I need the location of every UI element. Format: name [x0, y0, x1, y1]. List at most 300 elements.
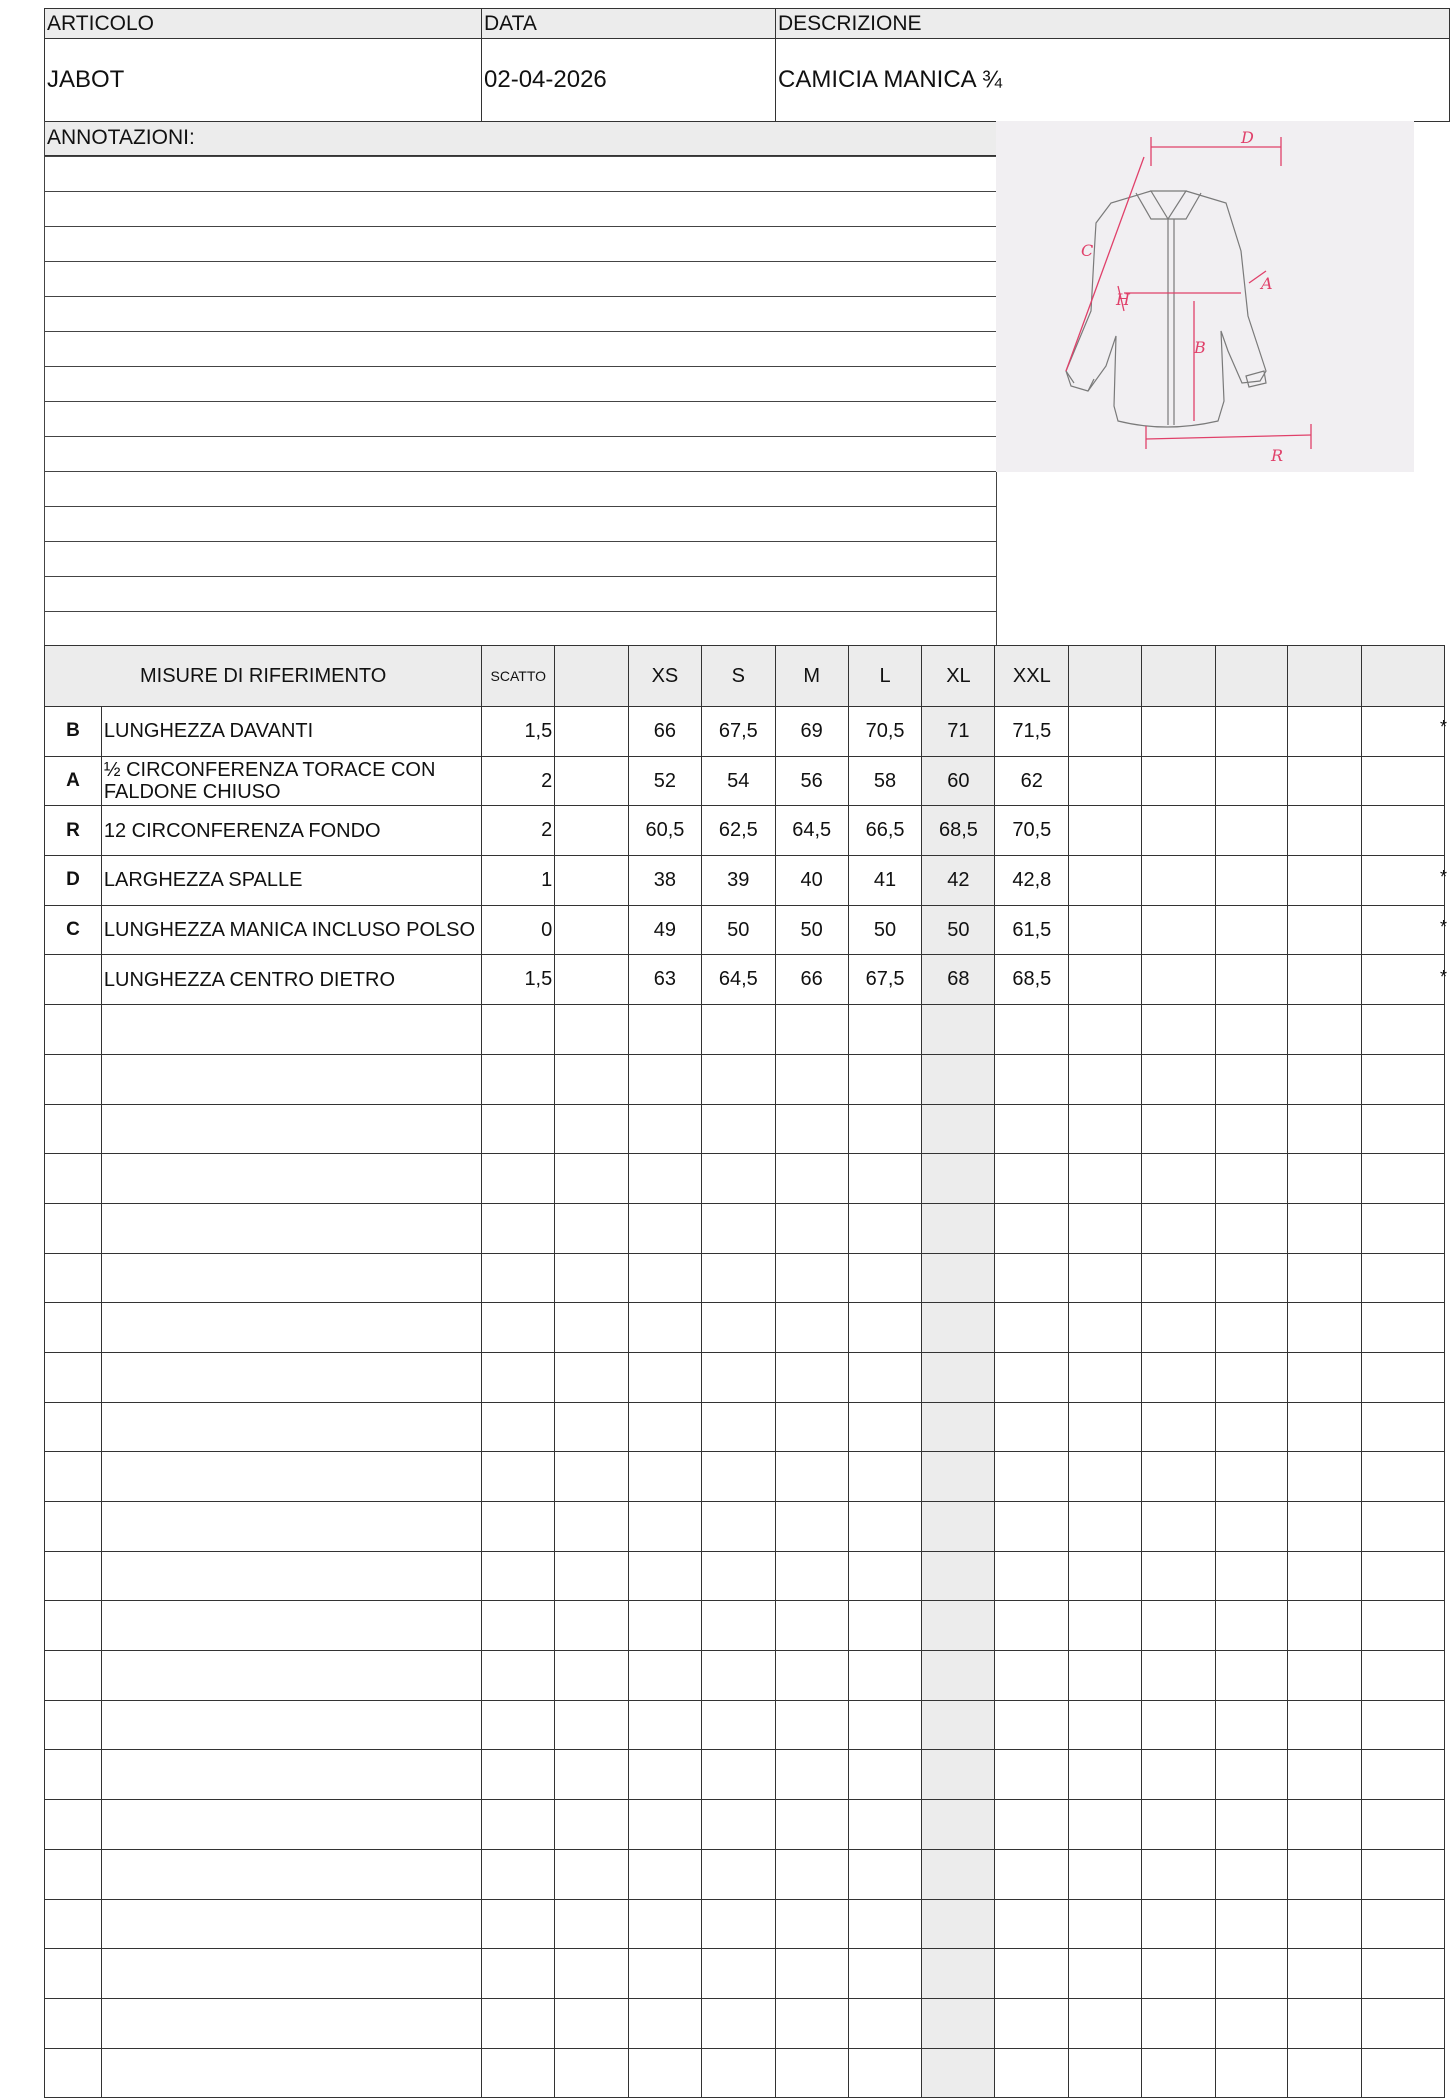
table-row — [45, 905, 1445, 955]
empty-cell — [922, 1154, 995, 1204]
empty-cell — [1141, 1800, 1215, 1850]
empty-cell — [1362, 1651, 1445, 1701]
note-rule — [44, 366, 997, 367]
row-empty-cell — [1141, 955, 1215, 1005]
row-empty-cell — [1141, 856, 1215, 906]
edge-mark: * — [1440, 917, 1448, 937]
table-row — [45, 707, 1445, 757]
row-description: ½ CIRCONFERENZA TORACE CON FALDONE CHIUSO — [101, 756, 481, 806]
empty-cell — [848, 1303, 922, 1353]
empty-cell — [995, 1005, 1069, 1055]
empty-cell — [482, 1949, 555, 1999]
row-size-value: 62,5 — [701, 806, 775, 856]
empty-cell — [101, 1849, 481, 1899]
empty-cell — [1141, 1352, 1215, 1402]
empty-cell — [555, 1700, 629, 1750]
empty-cell — [482, 1899, 555, 1949]
empty-cell — [995, 1502, 1069, 1552]
empty-cell — [1069, 1154, 1142, 1204]
row-empty-cell — [1288, 707, 1362, 757]
empty-cell — [1362, 1998, 1445, 2048]
row-scatto: 1,5 — [482, 955, 555, 1005]
row-code: C — [45, 905, 102, 955]
empty-cell — [1141, 1253, 1215, 1303]
empty-cell — [701, 1651, 775, 1701]
edge-mark: * — [1440, 867, 1448, 887]
empty-cell — [995, 1154, 1069, 1204]
empty-cell — [1141, 1949, 1215, 1999]
empty-cell — [628, 1402, 701, 1452]
row-empty-cell — [555, 707, 629, 757]
empty-cell — [995, 1700, 1069, 1750]
empty-cell — [1288, 1253, 1362, 1303]
row-size-value: 64,5 — [701, 955, 775, 1005]
row-size-value: 40 — [775, 856, 848, 906]
empty-cell — [628, 1154, 701, 1204]
empty-cell — [1069, 1849, 1142, 1899]
empty-cell — [482, 1849, 555, 1899]
empty-cell — [1288, 1849, 1362, 1899]
sketch-letter-h: H — [1116, 290, 1130, 309]
row-empty-cell — [1069, 905, 1142, 955]
empty-cell — [1288, 1949, 1362, 1999]
empty-cell — [995, 1601, 1069, 1651]
empty-cell — [1141, 1452, 1215, 1502]
empty-cell — [995, 1551, 1069, 1601]
empty-cell — [775, 1551, 848, 1601]
row-description: 12 CIRCONFERENZA FONDO — [101, 806, 481, 856]
empty-cell — [775, 1849, 848, 1899]
empty-cell — [848, 1601, 922, 1651]
empty-cell — [1288, 1203, 1362, 1253]
empty-cell — [922, 1849, 995, 1899]
empty-cell — [1362, 1203, 1445, 1253]
empty-cell — [775, 1700, 848, 1750]
empty-cell — [1215, 1899, 1288, 1949]
row-empty-cell — [1362, 856, 1448, 906]
empty-cell — [995, 1949, 1069, 1999]
empty-cell — [701, 1253, 775, 1303]
row-size-value: 71,5 — [995, 707, 1069, 757]
note-rule — [44, 471, 997, 472]
empty-cell — [101, 1651, 481, 1701]
empty-cell — [482, 1303, 555, 1353]
empty-cell — [848, 1750, 922, 1800]
row-empty-cell — [555, 905, 629, 955]
notes-label: ANNOTAZIONI: — [44, 121, 997, 156]
empty-cell — [1362, 1402, 1445, 1452]
empty-cell — [482, 1502, 555, 1552]
empty-cell — [995, 1352, 1069, 1402]
empty-cell — [45, 1800, 102, 1850]
notes-left-border — [44, 121, 45, 645]
row-size-value: 50 — [848, 905, 922, 955]
empty-cell — [482, 1253, 555, 1303]
empty-cell — [1362, 1253, 1445, 1303]
empty-cell — [1141, 1899, 1215, 1949]
empty-cell — [848, 1651, 922, 1701]
row-size-value: 63 — [628, 955, 701, 1005]
empty-cell — [848, 1402, 922, 1452]
empty-cell — [628, 1849, 701, 1899]
row-scatto: 1 — [482, 856, 555, 906]
empty-cell — [1215, 2048, 1288, 2098]
empty-cell — [922, 1402, 995, 1452]
empty-cell — [45, 1998, 102, 2048]
empty-cell — [1215, 1203, 1288, 1253]
empty-cell — [995, 1998, 1069, 2048]
row-empty-cell — [1362, 905, 1448, 955]
row-size-value: 70,5 — [848, 707, 922, 757]
empty-cell — [1069, 1303, 1142, 1353]
empty-cell — [701, 1054, 775, 1104]
note-rule — [44, 541, 997, 542]
empty-table-row — [45, 1700, 1445, 1750]
empty-cell — [922, 1750, 995, 1800]
empty-cell — [1362, 1303, 1445, 1353]
row-empty-cell — [1215, 707, 1288, 757]
row-size-value: 49 — [628, 905, 701, 955]
empty-cell — [555, 1154, 629, 1204]
empty-cell — [628, 1899, 701, 1949]
empty-cell — [1141, 1502, 1215, 1552]
empty-cell — [922, 1551, 995, 1601]
empty-cell — [1069, 1104, 1142, 1154]
empty-cell — [1288, 1303, 1362, 1353]
empty-cell — [1215, 1154, 1288, 1204]
empty-cell — [995, 1651, 1069, 1701]
empty-cell — [45, 1054, 102, 1104]
note-rule — [44, 611, 997, 612]
empty-cell — [1069, 1253, 1142, 1303]
row-size-value: 42 — [922, 856, 995, 906]
empty-cell — [701, 1005, 775, 1055]
row-empty-cell — [1215, 905, 1288, 955]
empty-cell — [995, 1800, 1069, 1850]
empty-cell — [1362, 1104, 1445, 1154]
row-size-value: 54 — [701, 756, 775, 806]
empty-cell — [1288, 1005, 1362, 1055]
empty-cell — [1069, 1949, 1142, 1999]
empty-cell — [701, 1203, 775, 1253]
empty-cell — [45, 2048, 102, 2098]
empty-cell — [1141, 1104, 1215, 1154]
empty-cell — [1141, 1849, 1215, 1899]
empty-cell — [45, 1203, 102, 1253]
empty-cell — [922, 1949, 995, 1999]
empty-cell — [848, 1551, 922, 1601]
row-size-value: 60 — [922, 756, 995, 806]
row-size-value: 60,5 — [628, 806, 701, 856]
note-rule — [44, 226, 997, 227]
empty-table-row — [45, 2048, 1445, 2098]
descrizione-value: CAMICIA MANICA ¾ — [775, 38, 1450, 122]
empty-cell — [1215, 1651, 1288, 1701]
empty-cell — [701, 1352, 775, 1402]
empty-cell — [628, 1253, 701, 1303]
empty-cell — [1288, 1750, 1362, 1800]
empty-cell — [1288, 1899, 1362, 1949]
empty-cell — [701, 1750, 775, 1800]
empty-cell — [922, 2048, 995, 2098]
empty-cell — [555, 1452, 629, 1502]
empty-cell — [1288, 1998, 1362, 2048]
empty-cell — [628, 1104, 701, 1154]
empty-cell — [1288, 1452, 1362, 1502]
empty-cell — [45, 1303, 102, 1353]
empty-cell — [1069, 1005, 1142, 1055]
empty-cell — [701, 1502, 775, 1552]
empty-cell — [1215, 1104, 1288, 1154]
empty-cell — [101, 1502, 481, 1552]
row-size-value: 50 — [775, 905, 848, 955]
empty-cell — [701, 1849, 775, 1899]
row-size-value: 68 — [922, 955, 995, 1005]
empty-cell — [848, 1253, 922, 1303]
empty-cell — [101, 1750, 481, 1800]
empty-cell — [628, 1551, 701, 1601]
empty-table-row — [45, 1203, 1445, 1253]
row-empty-cell — [555, 955, 629, 1005]
empty-header — [1141, 646, 1215, 707]
note-rule — [44, 331, 997, 332]
empty-cell — [1215, 1452, 1288, 1502]
empty-cell — [1288, 1502, 1362, 1552]
empty-cell — [848, 1849, 922, 1899]
empty-cell — [1288, 1800, 1362, 1850]
empty-cell — [995, 1899, 1069, 1949]
empty-cell — [775, 1005, 848, 1055]
empty-cell — [1215, 1402, 1288, 1452]
empty-cell — [1288, 1601, 1362, 1651]
empty-cell — [1362, 1452, 1445, 1502]
empty-cell — [555, 1651, 629, 1701]
row-empty-cell — [1288, 905, 1362, 955]
empty-table-row — [45, 1800, 1445, 1850]
empty-cell — [995, 2048, 1069, 2098]
row-size-value: 56 — [775, 756, 848, 806]
sketch-letter-r: R — [1271, 446, 1284, 465]
scatto-header: SCATTO — [482, 646, 555, 707]
note-rule — [44, 261, 997, 262]
row-size-value: 58 — [848, 756, 922, 806]
row-empty-cell — [1141, 756, 1215, 806]
empty-cell — [995, 1054, 1069, 1104]
empty-cell — [1215, 1054, 1288, 1104]
empty-cell — [701, 1800, 775, 1850]
empty-cell — [1362, 1849, 1445, 1899]
empty-cell — [628, 1601, 701, 1651]
empty-cell — [101, 1253, 481, 1303]
empty-cell — [628, 1651, 701, 1701]
empty-cell — [45, 1750, 102, 1800]
empty-cell — [848, 1352, 922, 1402]
empty-table-row — [45, 1502, 1445, 1552]
empty-cell — [922, 1104, 995, 1154]
empty-header — [1215, 646, 1288, 707]
empty-cell — [701, 1154, 775, 1204]
empty-cell — [1069, 1203, 1142, 1253]
empty-cell — [848, 1005, 922, 1055]
empty-cell — [1141, 1303, 1215, 1353]
empty-cell — [45, 1551, 102, 1601]
empty-header — [1288, 646, 1362, 707]
empty-cell — [848, 1998, 922, 2048]
empty-cell — [482, 1750, 555, 1800]
empty-cell — [45, 1601, 102, 1651]
empty-cell — [1362, 1054, 1445, 1104]
empty-cell — [1288, 1054, 1362, 1104]
empty-cell — [555, 1849, 629, 1899]
note-rule — [44, 156, 997, 157]
note-rule — [44, 506, 997, 507]
empty-cell — [482, 1104, 555, 1154]
empty-cell — [701, 1104, 775, 1154]
empty-cell — [555, 1005, 629, 1055]
empty-cell — [101, 1700, 481, 1750]
row-size-value: 70,5 — [995, 806, 1069, 856]
empty-cell — [701, 1700, 775, 1750]
empty-cell — [775, 1899, 848, 1949]
empty-cell — [1141, 1700, 1215, 1750]
row-empty-cell — [1069, 756, 1142, 806]
shirt-sketch — [996, 121, 1414, 472]
empty-cell — [101, 1203, 481, 1253]
empty-cell — [1362, 1700, 1445, 1750]
empty-table-row — [45, 1253, 1445, 1303]
empty-cell — [628, 1700, 701, 1750]
row-empty-cell — [555, 856, 629, 906]
empty-cell — [555, 1949, 629, 1999]
empty-cell — [1362, 1005, 1445, 1055]
empty-cell — [1141, 2048, 1215, 2098]
row-description: LARGHEZZA SPALLE — [101, 856, 481, 906]
empty-cell — [995, 1303, 1069, 1353]
empty-cell — [1215, 1253, 1288, 1303]
row-size-value: 66 — [775, 955, 848, 1005]
empty-cell — [1141, 1551, 1215, 1601]
row-empty-cell — [1362, 756, 1445, 806]
size-header-xl: XL — [922, 646, 995, 707]
empty-cell — [1215, 1551, 1288, 1601]
empty-cell — [555, 1551, 629, 1601]
empty-cell — [775, 1203, 848, 1253]
empty-cell — [775, 1104, 848, 1154]
empty-cell — [101, 1352, 481, 1402]
note-rule — [44, 296, 997, 297]
empty-cell — [45, 1253, 102, 1303]
empty-cell — [922, 1998, 995, 2048]
empty-cell — [482, 1154, 555, 1204]
empty-cell — [775, 1402, 848, 1452]
row-empty-cell — [1069, 955, 1142, 1005]
empty-cell — [775, 1253, 848, 1303]
edge-mark: * — [1440, 717, 1448, 737]
empty-cell — [628, 1998, 701, 2048]
empty-cell — [482, 1651, 555, 1701]
empty-cell — [101, 1800, 481, 1850]
edge-mark: * — [1440, 967, 1448, 987]
empty-cell — [775, 1750, 848, 1800]
empty-cell — [45, 1899, 102, 1949]
empty-cell — [1288, 1402, 1362, 1452]
row-empty-cell — [1141, 905, 1215, 955]
row-scatto: 2 — [482, 806, 555, 856]
empty-header — [555, 646, 629, 707]
empty-cell — [1069, 1800, 1142, 1850]
row-empty-cell — [1215, 806, 1288, 856]
empty-table-row — [45, 1303, 1445, 1353]
row-size-value: 64,5 — [775, 806, 848, 856]
row-empty-cell — [1215, 955, 1288, 1005]
empty-cell — [628, 1750, 701, 1800]
empty-cell — [701, 1303, 775, 1353]
empty-cell — [922, 1352, 995, 1402]
empty-cell — [922, 1054, 995, 1104]
empty-cell — [1069, 1601, 1142, 1651]
empty-cell — [45, 1651, 102, 1701]
note-rule — [44, 191, 997, 192]
row-size-value: 69 — [775, 707, 848, 757]
empty-cell — [1362, 1154, 1445, 1204]
empty-cell — [101, 1452, 481, 1502]
empty-cell — [482, 1700, 555, 1750]
size-header-s: S — [701, 646, 775, 707]
size-header-m: M — [775, 646, 848, 707]
empty-cell — [995, 1452, 1069, 1502]
empty-cell — [1288, 1352, 1362, 1402]
row-scatto: 1,5 — [482, 707, 555, 757]
descrizione-label: DESCRIZIONE — [775, 8, 1450, 39]
empty-cell — [775, 1502, 848, 1552]
empty-cell — [628, 1949, 701, 1999]
row-description: LUNGHEZZA CENTRO DIETRO — [101, 955, 481, 1005]
empty-cell — [101, 1899, 481, 1949]
empty-table-row — [45, 1104, 1445, 1154]
empty-cell — [101, 1601, 481, 1651]
sketch-letter-c: C — [1081, 241, 1094, 260]
empty-cell — [775, 1800, 848, 1850]
empty-cell — [45, 1104, 102, 1154]
empty-cell — [922, 1203, 995, 1253]
empty-cell — [1141, 1054, 1215, 1104]
measurements-table — [44, 645, 1448, 2098]
size-header-l: L — [848, 646, 922, 707]
empty-cell — [775, 1054, 848, 1104]
row-size-value: 52 — [628, 756, 701, 806]
empty-cell — [45, 1154, 102, 1204]
empty-cell — [628, 1054, 701, 1104]
empty-cell — [775, 1949, 848, 1999]
data-value: 02-04-2026 — [481, 38, 776, 122]
empty-cell — [1069, 1352, 1142, 1402]
empty-cell — [555, 1054, 629, 1104]
empty-cell — [628, 1352, 701, 1402]
empty-cell — [101, 1005, 481, 1055]
empty-cell — [848, 1899, 922, 1949]
empty-cell — [922, 1601, 995, 1651]
empty-cell — [482, 1352, 555, 1402]
empty-header — [1362, 646, 1445, 707]
empty-cell — [1069, 1551, 1142, 1601]
empty-cell — [775, 2048, 848, 2098]
articolo-label: ARTICOLO — [44, 8, 482, 39]
note-rule — [44, 436, 997, 437]
row-code — [45, 955, 102, 1005]
empty-cell — [701, 1551, 775, 1601]
empty-cell — [1362, 1502, 1445, 1552]
row-empty-cell — [555, 756, 629, 806]
